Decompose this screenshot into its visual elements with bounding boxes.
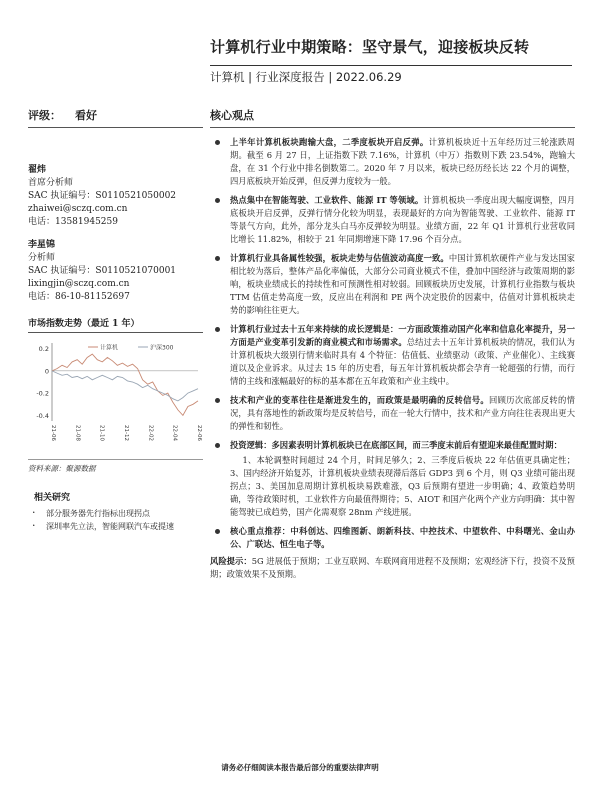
x-tick-label: 22-04	[171, 425, 178, 441]
analyst-title: 首席分析师	[28, 178, 74, 188]
risk-warning	[210, 555, 575, 581]
related-research	[28, 490, 203, 533]
report-title: 计算机行业中期策略：坚守景气，迎接板块反转	[210, 38, 530, 56]
y-tick-label: 0.2	[38, 345, 49, 354]
bullet-item	[210, 525, 575, 551]
header-divider	[210, 65, 572, 66]
core-bullets	[210, 136, 575, 452]
related-list	[28, 507, 203, 533]
bullet-item	[210, 323, 575, 388]
x-tick-label: 22-02	[147, 425, 154, 441]
chart-title: 市场指数走势（最近 1 年）	[28, 316, 203, 333]
bullet-icon	[215, 140, 220, 145]
y-tick-label: 0	[44, 367, 49, 376]
related-item[interactable]: · 部分服务器先行指标出现拐点	[28, 507, 203, 520]
report-subtitle: 计算机 | 行业深度报告 | 2022.06.29	[210, 70, 402, 84]
analyst-phone: 电话：86-10-81152697	[28, 292, 130, 302]
bullet-item	[210, 252, 575, 317]
bullet-item	[210, 439, 575, 452]
rating-value: 看好	[75, 109, 97, 122]
x-tick-label: 22-06	[196, 425, 202, 441]
analyst-email[interactable]: zhaiwei@sczq.com.cn	[28, 204, 128, 214]
x-tick-label: 21-10	[98, 425, 105, 441]
bullet-lead: 投资逻辑：多因素表明计算机板块已在底部区间，而三季度末前后有望迎来最佳配置时期：	[230, 440, 562, 450]
bullet-text: 中国计算机软硬件产业与发达国家相比较为落后，整体产品化率偏低，大部分公司商业模式不佳，叠加中国经济与政策周期的影响，板块业绩成长的持续性和可预测性相对较弱。回顾板块历史发展，计算机行业指数与板块 TTM 估值走势高度一致，反应出在利润和 PE 两个决定股价的因素中，估值对计算机板块走势的影响往往更大。	[230, 253, 575, 315]
right-column	[210, 107, 575, 581]
risk-label: 风险提示：	[210, 556, 252, 566]
bullet-text: 总结过去十五年计算机板块的情况，我们认为计算机板块大级别行情来临时具有 4 个特征：估值低、业绩驱动（政策、产业催化）、主线赛道以及企业诉求。从过去 15 年的历史看，每五年计算机板块都会孕育一轮超强的行情，而行情的主线和涨幅最好的标的基本都在五年政策和产业主线中。	[230, 337, 575, 386]
bullet-icon	[215, 443, 220, 448]
legend-label: 沪深300	[150, 344, 174, 352]
report-header	[210, 36, 580, 85]
analyst-email[interactable]: lixingjin@sczq.com.cn	[28, 279, 130, 289]
left-column	[28, 107, 203, 533]
bullet-item	[210, 194, 575, 246]
market-index-chart	[28, 337, 203, 455]
series-line-computer	[52, 354, 198, 415]
legend-label: 计算机	[100, 344, 119, 352]
x-tick-label: 21-06	[50, 425, 56, 441]
bullet-lead: 计算机行业具备属性较强，板块走势与估值波动高度一致。	[230, 253, 449, 263]
analyst-card	[28, 239, 203, 304]
market-chart-block	[28, 316, 203, 474]
analyst-title: 分析师	[28, 253, 56, 263]
investment-logic-body: 1、本轮调整时间超过 24 个月，时间足够久；2、三季度后板块 22 年估值更具确定性；3、国内经济开始复苏，计算机板块业绩表现滞后落后 GDP3 到 6 个月，则 Q3 业绩可能出现拐点；3、美国加息周期计算机板块易跌难涨，Q3 后预期有望进一步明确；4、政策趋势明确，等待政策时机，工业软件方向最值得期待；5、AIOT 和国产化两个产业方向明确：其中智能驾驶已成趋势，国产化需观察 28nm 产线进展。	[230, 455, 575, 517]
analyst-license: SAC 执证编号：S0110521050002	[28, 191, 177, 201]
analyst-name: 翟炜	[28, 165, 47, 175]
bullet-lead: 上半年计算机板块跑输大盘，二季度板块开启反弹。	[230, 137, 429, 147]
y-tick-label: -0.2	[36, 389, 49, 398]
risk-text: 5G 进展低于预期；工业互联网、车联网商用进程不及预期；宏观经济下行，投资不及预期；政策效果不及预期。	[210, 556, 575, 579]
y-tick-label: -0.4	[36, 411, 49, 420]
related-item[interactable]: · 深圳率先立法，智能网联汽车或提速	[28, 520, 203, 533]
bullet-text: 计算机板块一季度出现大幅度调整，四月底板块开启反弹，反弹行情分化较为明显，表现最好的方向为智能驾驶、工业软件、能源 IT 等景气方向，此外，部分龙头白马亦反弹较为明显。业绩方面，22 年 Q1 计算机行业营收同比增长 11.82%，相较于 21 年同期增速下降 17.96 个百分点。	[230, 195, 575, 244]
bullet-icon	[215, 529, 220, 534]
bullet-lead: 技术和产业的变革往往是渐进发生的，而政策是最明确的反转信号。	[230, 395, 489, 405]
bullet-lead: 计算机行业过去十五年来持续的成长逻辑是：一方面政策推动国产化率和信息化率提升，另一方面是产业变革引发新的商业模式和市场需求。	[230, 324, 575, 347]
analyst-card	[28, 164, 203, 229]
bullet-icon	[215, 327, 220, 332]
bullet-item	[210, 136, 575, 188]
core-views-title: 核心观点	[210, 107, 575, 128]
related-title: 相关研究	[34, 493, 71, 503]
bullet-lead: 核心重点推荐：中科创达、四维图新、朗新科技、中控技术、中望软件、中科曙光、金山办公、广联达、恒生电子等。	[230, 526, 575, 549]
analyst-phone: 电话：13581945259	[28, 217, 118, 227]
rating-row	[28, 107, 203, 128]
analyst-name: 李星锦	[28, 240, 56, 250]
bullet-icon	[215, 198, 220, 203]
footer-disclaimer: 请务必仔细阅读本报告最后部分的重要法律声明	[221, 763, 379, 772]
bullet-icon	[215, 398, 220, 403]
analyst-license: SAC 执证编号：S0110521070001	[28, 266, 177, 276]
x-tick-label: 21-12	[123, 425, 129, 441]
rating-label: 评级：	[28, 109, 61, 122]
bullet-text: 计算机板块近十五年经历过三轮涨跌周期。截至 6 月 27 日，上证指数下跌 7.16%，计算机（中万）指数则下跌 23.54%，跑输大盘，在 31 个行业中排名倒数第二。2020 年 7 月以来，板块已经历经长达 22 个月的调整，四月底板块开始反弹，但反弹力度较为一般。	[230, 137, 575, 186]
x-tick-label: 21-08	[74, 425, 81, 441]
bullet-lead: 热点集中在智能驾驶、工业软件、能源 IT 等领域。	[230, 195, 424, 205]
bullet-icon	[215, 256, 220, 261]
series-line-hs300	[52, 371, 198, 401]
chart-source: 资料来源：聚源数据	[28, 459, 203, 474]
bullet-text: 回顾历次底部反转的情况，具有落地性的新政策均是反转信号，而在一轮大行情中，技术和产业方向往往表现出更大的弹性和韧性。	[230, 395, 575, 431]
bullet-item	[210, 394, 575, 433]
